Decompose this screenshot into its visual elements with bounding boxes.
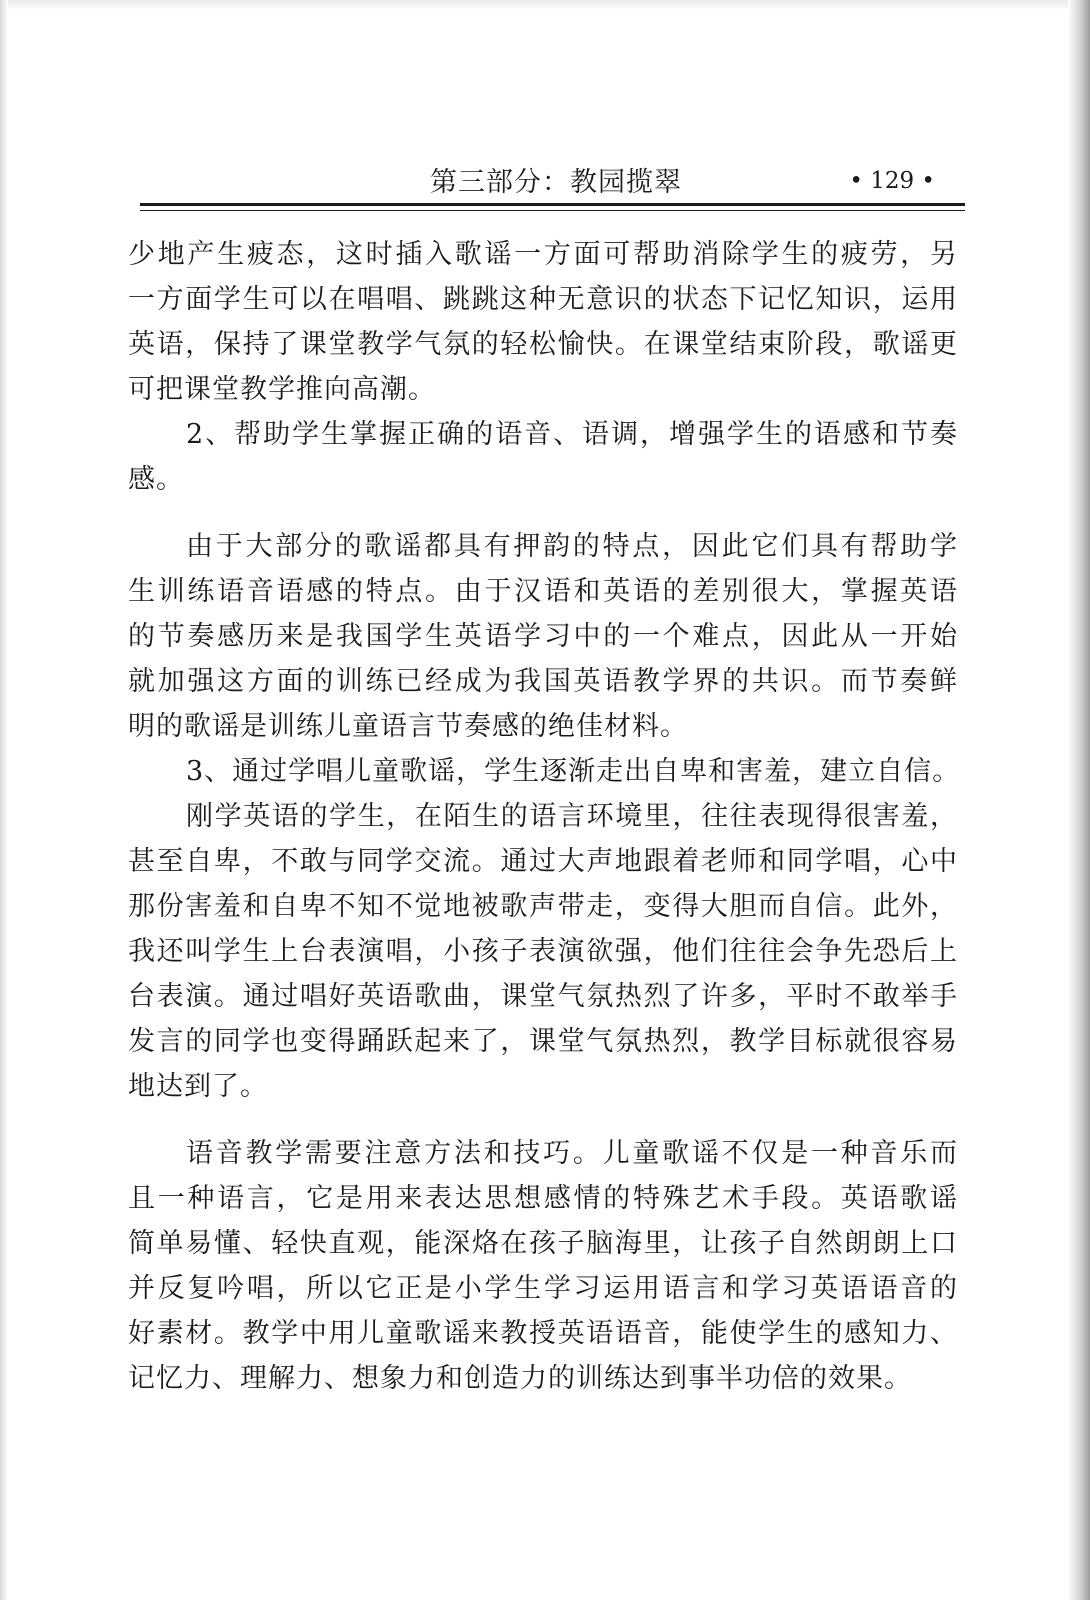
text-line: 地达到了。: [128, 1071, 268, 1102]
text-line: 且一种语言，它是用来表达思想感情的特殊艺术手段。英语歌谣: [128, 1183, 958, 1214]
text-line: 感。: [128, 464, 184, 495]
paragraph-1: [128, 232, 958, 412]
text-line: 就加强这方面的训练已经成为我国英语教学界的共识。而节奏鲜: [128, 666, 958, 697]
text-line: 我还叫学生上台表演唱，小孩子表演欲强，他们往往会争先恐后上: [128, 936, 958, 967]
text-line: 那份害羞和自卑不知不觉地被歌声带走，变得大胆而自信。此外，: [128, 891, 958, 922]
scan-edge-left: [0, 0, 8, 1600]
text-line: 的节奏感历来是我国学生英语学习中的一个难点，因此从一开始: [128, 621, 958, 652]
text-line: 可把课堂教学推向高潮。: [128, 374, 436, 405]
paragraph-3: [128, 794, 958, 1109]
running-head: [140, 158, 965, 202]
text-line: 发言的同学也变得踊跃起来了，课堂气氛热烈，教学目标就很容易: [128, 1026, 958, 1057]
paragraph-4: [128, 1131, 958, 1401]
header-rule-thick: [140, 203, 965, 206]
text-line: 台表演。通过唱好英语歌曲，课堂气氛热烈了许多，平时不敢举手: [128, 981, 958, 1012]
text-line: 记忆力、理解力、想象力和创造力的训练达到事半功倍的效果。: [128, 1363, 912, 1394]
heading-2: [128, 412, 958, 502]
text-line: 英语，保持了课堂教学气氛的轻松愉快。在课堂结束阶段，歌谣更: [128, 329, 958, 360]
paragraph-gap: [128, 502, 958, 524]
text-line: 语音教学需要注意方法和技巧。儿童歌谣不仅是一种音乐而: [186, 1138, 958, 1169]
text-line: 明的歌谣是训练儿童语言节奏感的绝佳材料。: [128, 711, 688, 742]
heading-3: [128, 749, 961, 794]
text-line: 少地产生疲态，这时插入歌谣一方面可帮助消除学生的疲劳，另: [128, 239, 958, 270]
text-line: 由于大部分的歌谣都具有押韵的特点，因此它们具有帮助学: [186, 531, 958, 562]
text-line: 生训练语音语感的特点。由于汉语和英语的差别很大，掌握英语: [128, 576, 958, 607]
text-line: 2、帮助学生掌握正确的语音、语调，增强学生的语感和节奏: [186, 419, 958, 450]
text-line: 刚学英语的学生，在陌生的语言环境里，往往表现得很害羞，: [186, 801, 958, 832]
text-line: 一方面学生可以在唱唱、跳跳这种无意识的状态下记忆知识，运用: [128, 284, 958, 315]
header-rule-thin: [140, 210, 965, 211]
paragraph-gap: [128, 1109, 958, 1131]
text-line: 好素材。教学中用儿童歌谣来教授英语语音，能使学生的感知力、: [128, 1318, 958, 1349]
text-line: 简单易懂、轻快直观，能深烙在孩子脑海里，让孩子自然朗朗上口: [128, 1228, 958, 1259]
text-line: 3、通过学唱儿童歌谣，学生逐渐走出自卑和害羞，建立自信。: [186, 756, 961, 787]
page-number: • 129 •: [849, 168, 935, 194]
paragraph-2: [128, 524, 958, 749]
running-title: 第三部分：教园揽翠: [430, 167, 682, 198]
text-line: 并反复吟唱，所以它正是小学生学习运用语言和学习英语语音的: [128, 1273, 958, 1304]
scan-edge-right: [1068, 0, 1090, 1600]
text-line: 甚至自卑，不敢与同学交流。通过大声地跟着老师和同学唱，心中: [128, 846, 958, 877]
body-text: [128, 232, 961, 1401]
scan-edge-top: [0, 0, 1090, 10]
